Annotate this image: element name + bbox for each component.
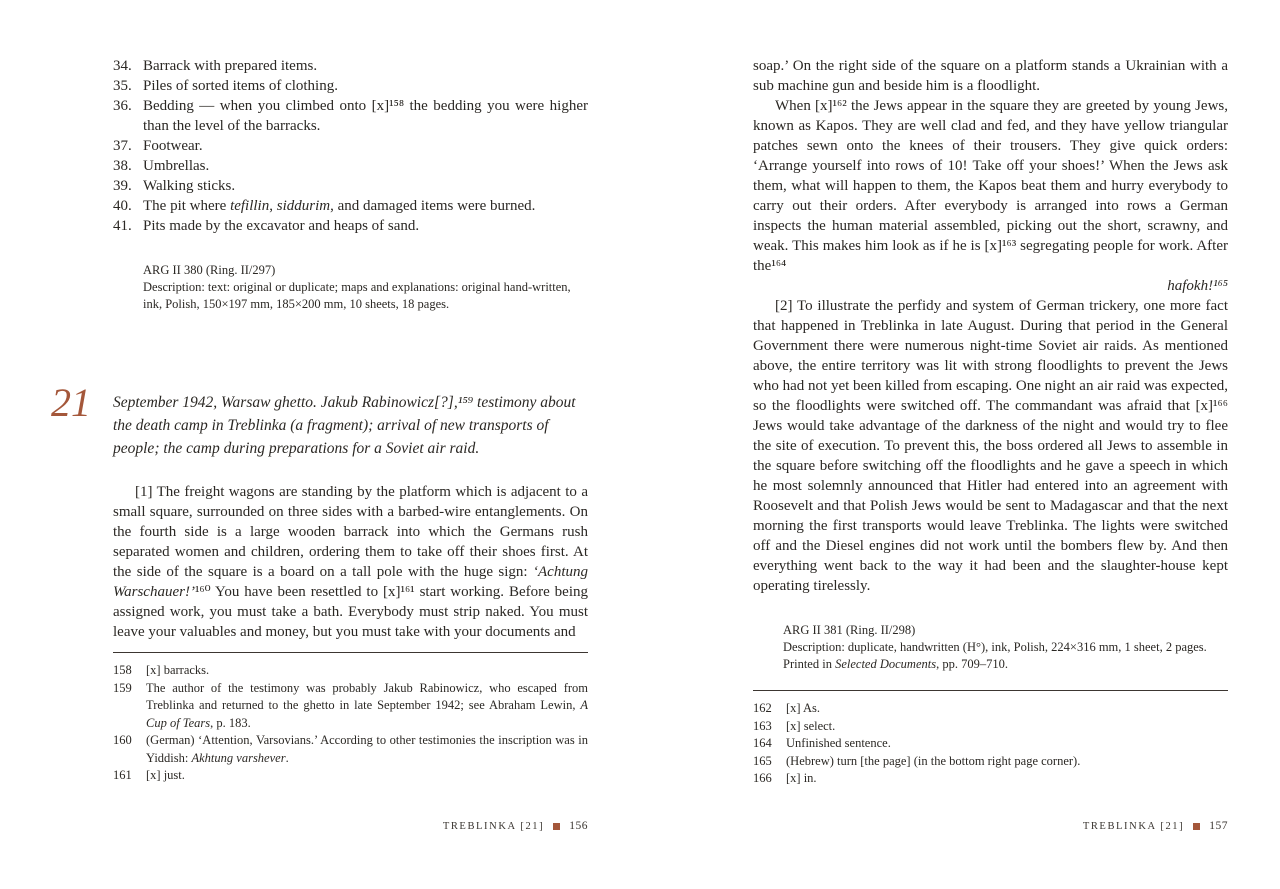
body-paragraph-1: [1] The freight wagons are standing by the platform which is adjacent to a small square, surrounded on three sides with a barbed-wire entanglements. On the fourth side is a large wooden barrack into which the Germans rush separated women and children, ordering them to take off their shoes first. At the side of the square is a board on a tall pole with the huge sign: ‘Achtung Warschauer!’¹⁶⁰ You have been resettled to [x]¹⁶¹ start working. Before being assigned work, you must take a bath. Everybody must strip naked. You must leave your valuables and money, but you must take with your documents and bbox=[113, 484, 588, 640]
footnote bbox=[753, 700, 1228, 718]
footnote bbox=[113, 767, 588, 785]
footnote bbox=[113, 732, 588, 767]
list-item bbox=[113, 96, 588, 136]
footnote bbox=[113, 680, 588, 733]
footnote-number: 160 bbox=[113, 733, 132, 747]
hafokh-line: hafokh!¹⁶⁵ bbox=[1167, 278, 1228, 294]
footnote-number: 161 bbox=[113, 768, 132, 782]
list-item-number: 37. bbox=[113, 138, 132, 154]
page-footer bbox=[443, 820, 588, 832]
list-item-text: Barrack with prepared items. bbox=[143, 58, 318, 74]
footnote-text: (German) ‘Attention, Varsovians.’ According to other testimonies the inscription was in Yiddish: Akhtung varshever. bbox=[146, 733, 588, 765]
archival-citation bbox=[783, 622, 1228, 673]
footnote bbox=[113, 662, 588, 680]
body-paragraph-continuation: soap.’ On the right side of the square on a platform stands a Ukrainian with a sub machine gun and beside him is a floodlight. bbox=[753, 58, 1228, 94]
footnote-text: (Hebrew) turn [the page] (in the bottom right page corner). bbox=[786, 753, 1081, 768]
footnote-text: [x] select. bbox=[786, 718, 836, 733]
footnote-block bbox=[113, 652, 588, 785]
page-number: 157 bbox=[1209, 820, 1228, 832]
list-item-text: The pit where tefillin, siddurim, and damaged items were burned. bbox=[143, 198, 536, 214]
footnote-text: Unfinished sentence. bbox=[786, 736, 891, 750]
page-right bbox=[640, 0, 1280, 889]
list-item bbox=[113, 196, 588, 216]
archival-citation bbox=[143, 262, 588, 313]
footnote-block bbox=[753, 690, 1228, 788]
list-item-number: 34. bbox=[113, 58, 132, 74]
list-item bbox=[113, 76, 588, 96]
list-item-number: 41. bbox=[113, 218, 132, 234]
page-number: 156 bbox=[569, 820, 588, 832]
footnote-number: 159 bbox=[113, 680, 132, 695]
footnote-number: 163 bbox=[753, 718, 772, 733]
list-item-text: Pits made by the excavator and heaps of sand. bbox=[143, 218, 420, 234]
list-item bbox=[113, 176, 588, 196]
list-item bbox=[113, 56, 588, 76]
footnote-number: 166 bbox=[753, 771, 772, 785]
citation-reference: ARG II 380 (Ring. II/297) bbox=[143, 263, 276, 277]
list-item-number: 40. bbox=[113, 198, 132, 214]
right-main-column bbox=[753, 56, 1228, 673]
list-item-text: Umbrellas. bbox=[143, 158, 210, 174]
list-item-text: Bedding — when you climbed onto [x]¹⁵⁸ the bedding you were higher than the level of the barracks. bbox=[143, 98, 588, 134]
page-footer bbox=[1083, 820, 1228, 832]
citation-reference: ARG II 381 (Ring. II/298) bbox=[783, 623, 916, 637]
list-item-number: 38. bbox=[113, 158, 132, 174]
footnote-number: 165 bbox=[753, 753, 772, 768]
footnote-text: [x] in. bbox=[786, 771, 817, 785]
footnote bbox=[753, 718, 1228, 736]
citation-description: Description: text: original or duplicate; maps and explanations: original hand-written, ink, Polish, 150×197 mm, 185×200 mm, 10 sheets, 18 pages. bbox=[143, 280, 571, 311]
footnote-number: 164 bbox=[753, 736, 772, 750]
left-main-column bbox=[51, 56, 588, 642]
footnote-text: The author of the testimony was probably Jakub Rabinowicz, who escaped from Treblinka and returned to the ghetto in late September 1942; see Abraham Lewin, A Cup of Tears, p. 183. bbox=[146, 680, 588, 730]
numbered-list bbox=[113, 56, 588, 236]
list-item-number: 36. bbox=[113, 98, 132, 114]
footnote-text: [x] just. bbox=[146, 768, 185, 782]
list-item bbox=[113, 156, 588, 176]
footnote-number: 162 bbox=[753, 701, 772, 715]
section-heading-block bbox=[51, 380, 588, 460]
list-item-number: 39. bbox=[113, 178, 132, 194]
list-item bbox=[113, 136, 588, 156]
footnote-number: 158 bbox=[113, 663, 132, 677]
list-item-text: Footwear. bbox=[143, 138, 203, 154]
section-heading: September 1942, Warsaw ghetto. Jakub Rabinowicz[?],¹⁵⁹ testimony about the death camp in Treblinka (a fragment); arrival of new transports of people; the camp during preparations for a Soviet air raid. bbox=[113, 394, 576, 457]
list-item-text: Piles of sorted items of clothing. bbox=[143, 78, 338, 94]
running-title: TREBLINKA [21] bbox=[442, 820, 545, 832]
footnote bbox=[753, 770, 1228, 788]
footnote bbox=[753, 753, 1228, 771]
footnote bbox=[753, 735, 1228, 753]
citation-printed-in: Printed in Selected Documents, pp. 709–710. bbox=[783, 657, 1008, 671]
body-paragraph-2: [2] To illustrate the perfidy and system of German trickery, one more fact that happened in Treblinka in late August. During that period in the General Government there were numerous night-time Soviet air raids. As mentioned above, the entire territory was lit with strong floodlights to prevent the Jews who had not yet been killed from escaping. One night an air raid was expected, so the floodlights were switched off. The commandant was afraid that [x]¹⁶⁶ Jews would take advantage of the darkness of the night and would try to flee the site of execution. To prevent this, the boss ordered all Jews to assemble in the square before switching off the floodlights and he gave a speech in which he most solemnly announced that Hitler had entered into an agreement with Roosevelt and that Polish Jews would be sent to Madagascar and that the next morning the first transports would leave Treblinka. The lights were switched off and the Diesel engines did not work until the bombers flew by. And then everything went back to the way it had been and the slaughter-house kept operating tirelessly. bbox=[753, 298, 1228, 594]
list-item-number: 35. bbox=[113, 78, 132, 94]
body-paragraph-when: When [x]¹⁶² the Jews appear in the square they are greeted by young Jews, known as Kapos. They are well clad and fed, and they have yellow triangular patches sewn onto the knees of their trousers. They give quick orders: ‘Arrange yourself into rows of 10! Take off your shoes!’ When the Jews ask them, what will happen to them, the Kapos beat them and hurry everybody to carry out their orders. After everybody is arranged into rows a German inspects the human material assembled, picking out the short, scrawny, and weak. This makes him look as if he is [x]¹⁶³ segregating people for work. After the¹⁶⁴ bbox=[753, 98, 1228, 274]
footer-ornament bbox=[1193, 823, 1200, 830]
section-number: 21 bbox=[51, 380, 91, 425]
list-item bbox=[113, 216, 588, 236]
footnote-text: [x] barracks. bbox=[146, 663, 210, 677]
running-title: TREBLINKA [21] bbox=[1082, 820, 1185, 832]
list-item-text: Walking sticks. bbox=[143, 178, 236, 194]
citation-description: Description: duplicate, handwritten (H°), ink, Polish, 224×316 mm, 1 sheet, 2 pages. bbox=[783, 640, 1207, 654]
footer-ornament bbox=[553, 823, 560, 830]
footnote-text: [x] As. bbox=[786, 701, 821, 715]
